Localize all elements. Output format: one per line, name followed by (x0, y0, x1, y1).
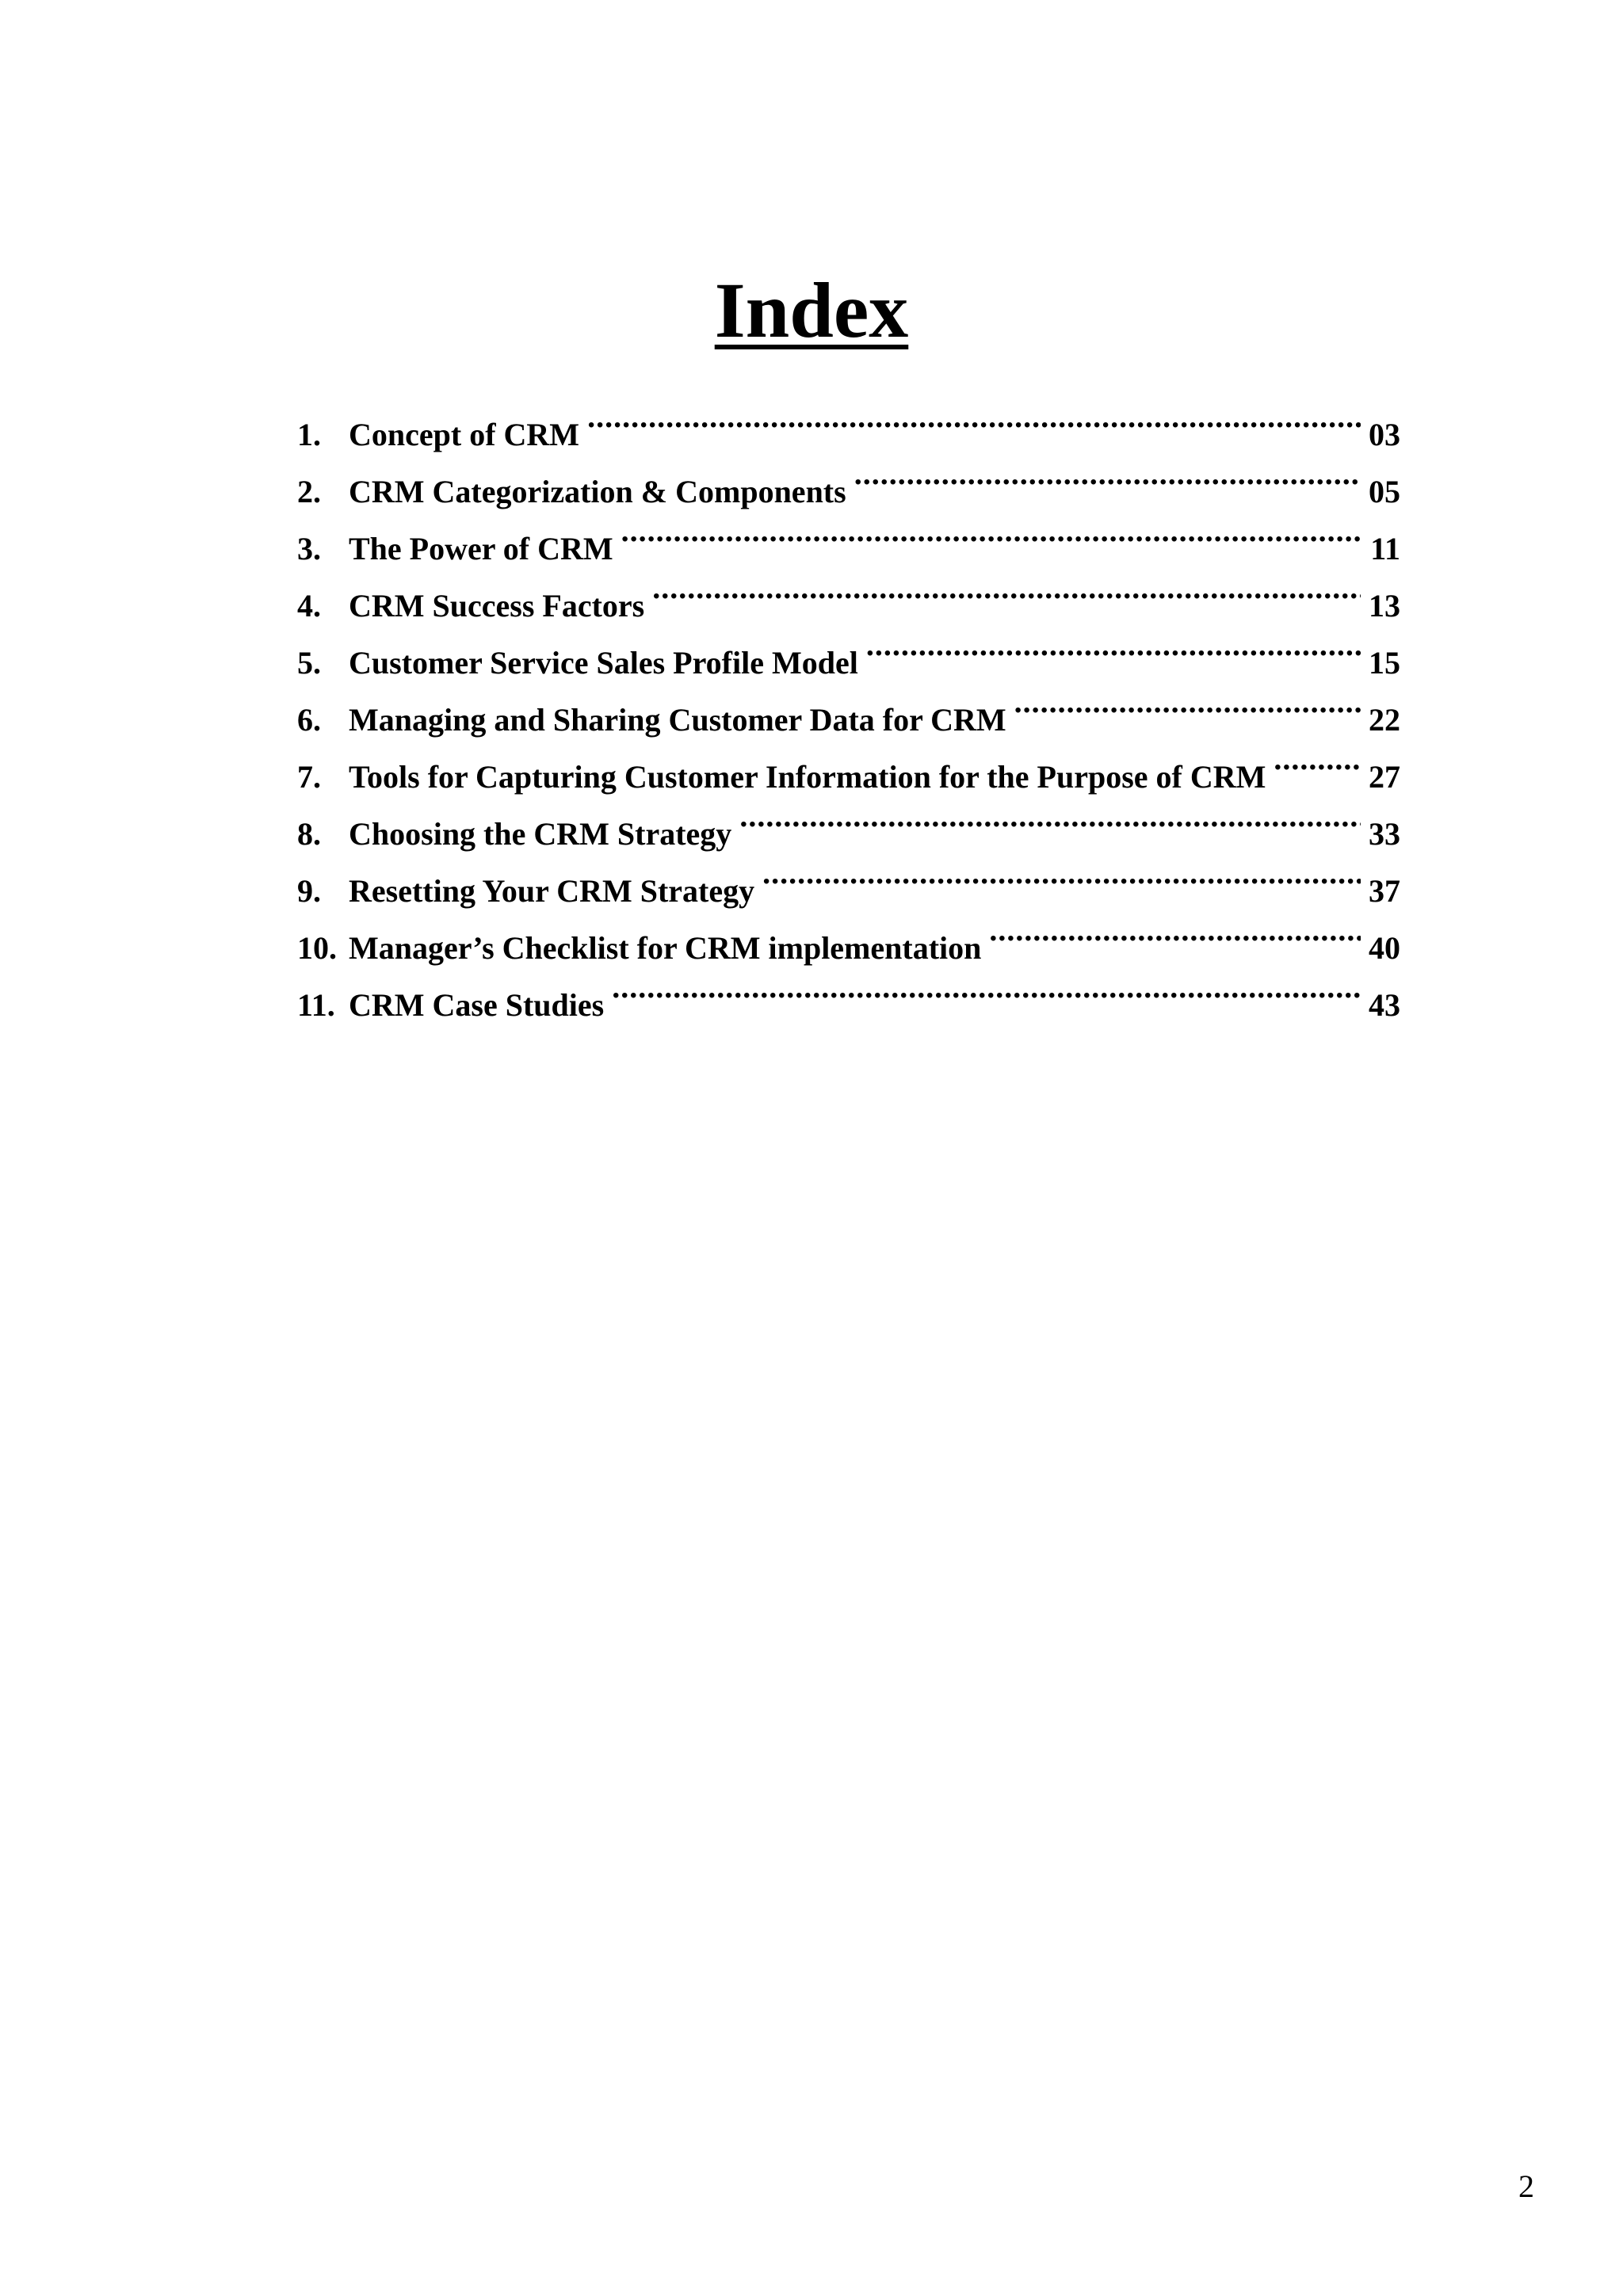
toc-entry-number: 9. (297, 873, 321, 909)
toc-entry-page: 43 (1369, 987, 1400, 1023)
toc-entry-number: 1. (297, 417, 321, 452)
toc-entry-page: 40 (1369, 930, 1400, 966)
toc-dot-leader (866, 616, 1361, 673)
toc-dot-leader (652, 559, 1361, 616)
toc-entry-number: 6. (297, 702, 321, 738)
toc-entry-page: 33 (1369, 816, 1400, 852)
toc-entry-label: The Power of CRM (349, 531, 613, 566)
toc-entry-page: 11 (1370, 531, 1400, 566)
toc-entry-number: 3. (297, 531, 321, 566)
toc-entry-page: 13 (1369, 588, 1400, 624)
toc-entry-label: CRM Categorization & Components (349, 474, 846, 509)
toc-entry-number: 5. (297, 645, 321, 681)
toc-entry-label: CRM Case Studies (349, 987, 605, 1023)
page-title: Index (714, 266, 909, 354)
toc-entry-number: 11. (297, 987, 335, 1023)
toc-entry-label: Customer Service Sales Profile Model (349, 645, 858, 681)
toc-entry-page: 37 (1369, 873, 1400, 909)
toc-dot-leader (989, 902, 1361, 959)
toc-entry-number: 2. (297, 474, 321, 509)
toc-dot-leader (587, 388, 1361, 445)
table-of-contents (297, 388, 1400, 1023)
toc-entry-page: 27 (1369, 759, 1400, 795)
toc-dot-leader (1014, 673, 1361, 730)
toc-entry-number: 10. (297, 930, 337, 966)
toc-entry-label: CRM Success Factors (349, 588, 645, 624)
toc-entry-number: 7. (297, 759, 321, 795)
toc-entry-page: 22 (1369, 702, 1400, 738)
toc-dot-leader (1274, 730, 1361, 788)
toc-dot-leader (739, 788, 1361, 845)
toc-entry-page: 05 (1369, 474, 1400, 509)
toc-entry-label: Concept of CRM (349, 417, 580, 452)
page-number: 2 (1518, 2168, 1534, 2204)
toc-entry[interactable] (297, 388, 1400, 452)
toc-entry-label: Resetting Your CRM Strategy (349, 873, 755, 909)
toc-entry-number: 8. (297, 816, 321, 852)
toc-entry-label: Manager’s Checklist for CRM implementation (349, 930, 982, 966)
toc-entry-label: Managing and Sharing Customer Data for CRM (349, 702, 1006, 738)
toc-dot-leader (854, 445, 1361, 502)
toc-entry-page: 03 (1369, 417, 1400, 452)
toc-entry-page: 15 (1369, 645, 1400, 681)
toc-entry-label: Tools for Capturing Customer Information for the Purpose of CRM (349, 759, 1266, 795)
toc-dot-leader (762, 845, 1361, 902)
toc-dot-leader (612, 959, 1361, 1016)
toc-entry-number: 4. (297, 588, 321, 624)
toc-entry-label: Choosing the CRM Strategy (349, 816, 732, 852)
toc-dot-leader (621, 502, 1363, 559)
